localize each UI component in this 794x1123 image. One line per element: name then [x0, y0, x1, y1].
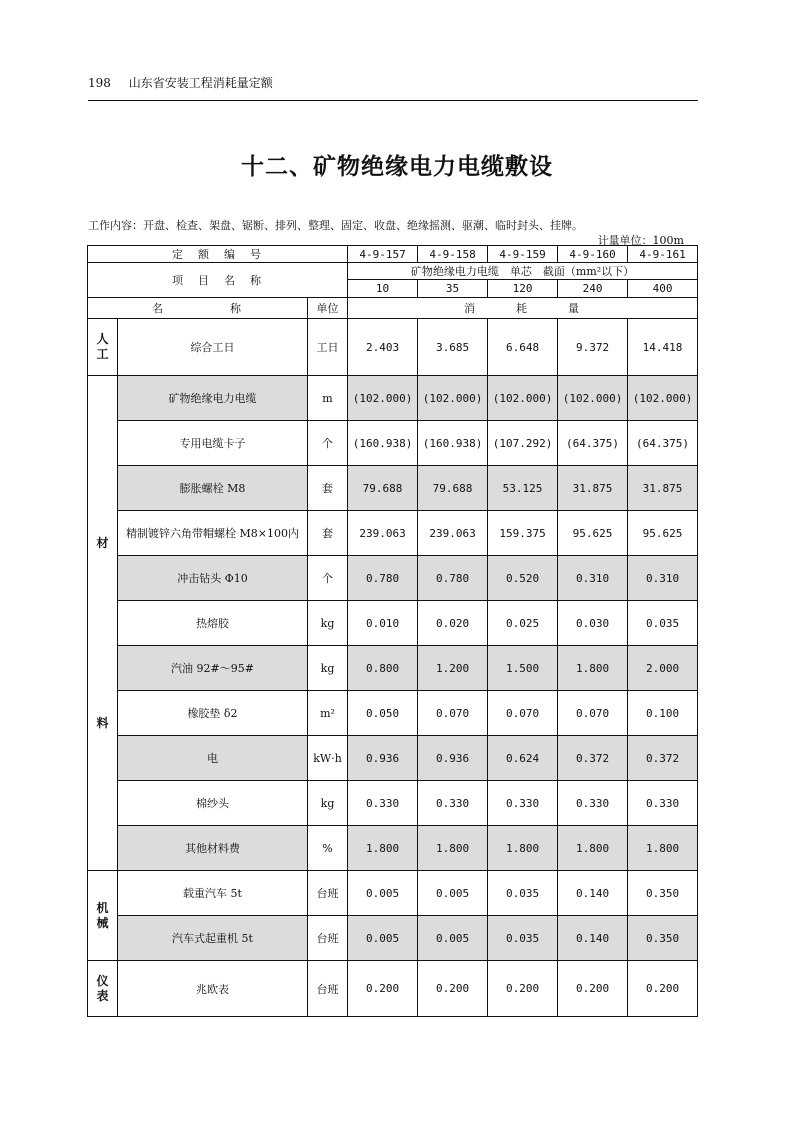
- unit-column-label: 单位: [308, 298, 348, 319]
- item-unit: kg: [308, 781, 348, 826]
- item-value: (160.938): [348, 421, 418, 466]
- item-value: (160.938): [418, 421, 488, 466]
- size-value: 10: [348, 280, 418, 298]
- item-value: 0.330: [628, 781, 698, 826]
- item-value: 0.624: [488, 736, 558, 781]
- item-value: 0.020: [418, 601, 488, 646]
- quota-code: 4-9-157: [348, 246, 418, 263]
- category-label-top: 材: [96, 536, 109, 550]
- quota-code: 4-9-158: [418, 246, 488, 263]
- item-value: 0.330: [348, 781, 418, 826]
- item-name: 热熔胶: [118, 601, 308, 646]
- category-label-text: 机 械: [96, 900, 109, 930]
- item-value: 0.100: [628, 691, 698, 736]
- item-name: 冲击钻头 Φ10: [118, 556, 308, 601]
- item-value: 9.372: [558, 319, 628, 376]
- item-unit: 台班: [308, 961, 348, 1017]
- size-value: 400: [628, 280, 698, 298]
- item-name: 专用电缆卡子: [118, 421, 308, 466]
- book-title: 山东省安装工程消耗量定额: [128, 76, 273, 90]
- item-name: 汽油 92#～95#: [118, 646, 308, 691]
- item-value: 0.005: [418, 871, 488, 916]
- unit-label: 计量单位：100m: [597, 234, 684, 247]
- item-value: 31.875: [628, 466, 698, 511]
- item-value: 0.070: [558, 691, 628, 736]
- category-label: [88, 376, 118, 871]
- size-value: 240: [558, 280, 628, 298]
- item-value: 95.625: [558, 511, 628, 556]
- item-value: 0.330: [418, 781, 488, 826]
- item-unit: m²: [308, 691, 348, 736]
- item-value: 0.035: [628, 601, 698, 646]
- item-unit: %: [308, 826, 348, 871]
- code-row: [88, 246, 698, 263]
- item-value: 1.800: [348, 826, 418, 871]
- item-value: 0.005: [348, 871, 418, 916]
- item-value: 79.688: [418, 466, 488, 511]
- item-value: 1.800: [558, 826, 628, 871]
- item-value: 0.030: [558, 601, 628, 646]
- item-value: 0.936: [348, 736, 418, 781]
- item-value: 239.063: [348, 511, 418, 556]
- table-row: [88, 466, 698, 511]
- item-value: (102.000): [348, 376, 418, 421]
- item-value: 0.200: [628, 961, 698, 1017]
- quota-code: 4-9-159: [488, 246, 558, 263]
- item-name: 兆欧表: [118, 961, 308, 1017]
- item-name: 精制镀锌六角带帽螺栓 M8×100内: [118, 511, 308, 556]
- item-value: 0.780: [348, 556, 418, 601]
- table-row: [88, 421, 698, 466]
- item-value: (64.375): [558, 421, 628, 466]
- item-value: 0.310: [628, 556, 698, 601]
- table-row: [88, 601, 698, 646]
- item-unit: kg: [308, 601, 348, 646]
- item-value: 1.500: [488, 646, 558, 691]
- item-value: 0.520: [488, 556, 558, 601]
- item-value: 0.936: [418, 736, 488, 781]
- table-row: [88, 691, 698, 736]
- item-value: 0.070: [418, 691, 488, 736]
- item-name: 汽车式起重机 5t: [118, 916, 308, 961]
- item-value: 79.688: [348, 466, 418, 511]
- item-value: 1.800: [558, 646, 628, 691]
- item-value: 1.800: [418, 826, 488, 871]
- item-value: 0.350: [628, 916, 698, 961]
- item-value: 0.330: [488, 781, 558, 826]
- item-name: 膨胀螺栓 M8: [118, 466, 308, 511]
- name-label: 名 称: [88, 298, 308, 319]
- size-value: 35: [418, 280, 488, 298]
- table-row: [88, 646, 698, 691]
- item-value: 53.125: [488, 466, 558, 511]
- item-name: 综合工日: [118, 319, 308, 376]
- item-value: 0.780: [418, 556, 488, 601]
- item-value: 0.070: [488, 691, 558, 736]
- quota-code: 4-9-160: [558, 246, 628, 263]
- quota-table: [87, 245, 698, 1017]
- item-value: 0.350: [628, 871, 698, 916]
- item-value: (102.000): [418, 376, 488, 421]
- item-unit: 套: [308, 466, 348, 511]
- page-number: 198: [88, 76, 111, 90]
- item-value: 0.025: [488, 601, 558, 646]
- table-row: [88, 736, 698, 781]
- table-row: [88, 826, 698, 871]
- item-value: (102.000): [488, 376, 558, 421]
- item-name-label: 项 目 名 称: [88, 263, 348, 298]
- item-unit: 台班: [308, 916, 348, 961]
- item-value: 3.685: [418, 319, 488, 376]
- table-row: [88, 556, 698, 601]
- item-name: 橡胶垫 δ2: [118, 691, 308, 736]
- item-value: 0.200: [418, 961, 488, 1017]
- item-unit: 个: [308, 421, 348, 466]
- work-content: 工作内容：开盘、检查、架盘、锯断、排列、整理、固定、收盘、绝缘摇测、驱潮、临时封头、挂牌。: [88, 219, 583, 232]
- category-label: [88, 961, 118, 1017]
- table-row: [88, 319, 698, 376]
- item-value: 6.648: [488, 319, 558, 376]
- item-value: 0.200: [558, 961, 628, 1017]
- item-name: 载重汽车 5t: [118, 871, 308, 916]
- quota-code: 4-9-161: [628, 246, 698, 263]
- item-value: 0.035: [488, 916, 558, 961]
- item-value: 0.005: [348, 916, 418, 961]
- item-value: 0.310: [558, 556, 628, 601]
- item-name: 电: [118, 736, 308, 781]
- group-label: 矿物绝缘电力电缆 单芯 截面（mm²以下）: [348, 263, 698, 280]
- section-title: 十二、矿物绝缘电力电缆敷设: [241, 153, 553, 180]
- item-value: 2.403: [348, 319, 418, 376]
- group-row: [88, 263, 698, 280]
- item-value: 0.800: [348, 646, 418, 691]
- table-row: [88, 961, 698, 1017]
- item-value: 0.372: [558, 736, 628, 781]
- item-value: (64.375): [628, 421, 698, 466]
- category-label-bottom: 料: [96, 716, 109, 730]
- table-row: [88, 916, 698, 961]
- category-label-text: 仪 表: [96, 973, 109, 1003]
- quota-code-label: 定 额 编 号: [88, 246, 348, 263]
- item-value: 239.063: [418, 511, 488, 556]
- item-unit: m: [308, 376, 348, 421]
- item-value: 1.800: [628, 826, 698, 871]
- item-unit: 工日: [308, 319, 348, 376]
- table-row: [88, 511, 698, 556]
- item-name: 棉纱头: [118, 781, 308, 826]
- item-value: 0.200: [488, 961, 558, 1017]
- item-value: 0.140: [558, 871, 628, 916]
- item-unit: kW·h: [308, 736, 348, 781]
- item-value: 0.005: [418, 916, 488, 961]
- item-value: 0.200: [348, 961, 418, 1017]
- item-unit: 个: [308, 556, 348, 601]
- size-value: 120: [488, 280, 558, 298]
- item-value: 0.035: [488, 871, 558, 916]
- item-value: (102.000): [558, 376, 628, 421]
- item-value: 1.200: [418, 646, 488, 691]
- item-value: 159.375: [488, 511, 558, 556]
- header-rule: [88, 100, 698, 101]
- item-name: 矿物绝缘电力电缆: [118, 376, 308, 421]
- item-value: 0.372: [628, 736, 698, 781]
- item-value: 0.330: [558, 781, 628, 826]
- item-unit: 台班: [308, 871, 348, 916]
- item-value: 1.800: [488, 826, 558, 871]
- item-value: 31.875: [558, 466, 628, 511]
- item-value: (102.000): [628, 376, 698, 421]
- item-value: 95.625: [628, 511, 698, 556]
- item-value: 0.010: [348, 601, 418, 646]
- category-label: [88, 871, 118, 961]
- item-value: 0.140: [558, 916, 628, 961]
- table-row: [88, 871, 698, 916]
- table-row: [88, 376, 698, 421]
- item-name: 其他材料费: [118, 826, 308, 871]
- item-value: 14.418: [628, 319, 698, 376]
- category-label: [88, 319, 118, 376]
- item-value: 0.050: [348, 691, 418, 736]
- item-unit: kg: [308, 646, 348, 691]
- item-unit: 套: [308, 511, 348, 556]
- item-value: (107.292): [488, 421, 558, 466]
- consumption-label: 消 耗 量: [348, 298, 698, 319]
- page-header: [88, 74, 273, 91]
- table-row: [88, 781, 698, 826]
- column-head-row: [88, 298, 698, 319]
- item-value: 2.000: [628, 646, 698, 691]
- category-label-text: 人 工: [96, 332, 109, 361]
